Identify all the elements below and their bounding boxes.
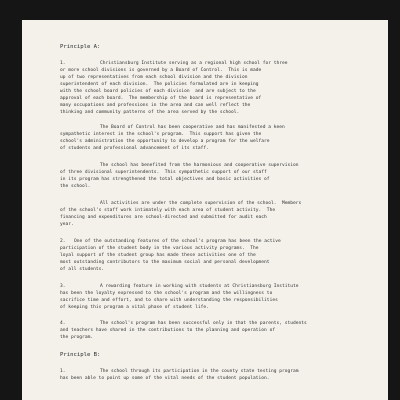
text-line: All activities are under the complete supervision of the school. Members [100, 201, 302, 206]
text-line: school's administration the opportunity to develop a program for the welfare [60, 139, 270, 144]
principle-b-heading: Principle B: [60, 352, 101, 358]
text-line: participation of the student body in the various activity programs. The [60, 246, 259, 251]
text-line: The school's program has been successful only in that the parents, students [100, 321, 307, 326]
text-line: of keeping this program a vital phase of student life. [60, 305, 209, 310]
text-line: with the school board policies of each division and are subject to the [60, 89, 256, 94]
principle-a-heading: Principle A: [60, 44, 101, 50]
text-line: up of two representatives from each school division and the division [60, 75, 248, 80]
text-line: many occupations and professions in the area and can well reflect the [60, 103, 251, 108]
text-line: approval of each board. The membership of the board is representative of [60, 96, 262, 101]
text-line: has been able to point up some of the vital needs of the student population. [60, 376, 270, 381]
text-line: The school has benefited from the harmonious and cooperative supervision [100, 163, 299, 168]
text-line: of all students. [60, 267, 105, 272]
text-line: has been the loyalty expressed to the school's program and the willingness to [60, 291, 273, 296]
text-line: financing and expenditures are school-directed and submitted for audit each [60, 215, 267, 220]
document-page [22, 20, 388, 400]
text-line: loyal support of the student group has made these activities one of the [60, 253, 256, 258]
item-number: 4. [60, 321, 66, 326]
item-number: 1. [60, 61, 66, 66]
text-line: of students and professional advancement of its staff. [60, 146, 209, 151]
text-line: thinking and community patterns of the area served by the school. [60, 110, 240, 115]
text-line: and teachers have shared in the contributions to the planning and operation of [60, 328, 276, 333]
text-line: the school. [60, 184, 91, 189]
text-line: The school through its participation in the county state testing program [100, 369, 299, 374]
text-line: Christiansburg Institute serving as a regional high school for three [100, 61, 288, 66]
text-line: superintendent of each division. The policies formulated are in keeping [60, 82, 259, 87]
item-number: 2. [60, 239, 66, 244]
text-line: sympathetic interest in the school's program. This support has given the [60, 132, 262, 137]
text-line: of three divisional superintendents. This sympathetic support of our staff [60, 170, 267, 175]
text-line: or more school divisions is governed by a Board of Control. This is made [60, 68, 262, 73]
text-line: sacrifice time and effort, and to share with understanding the responsibilities [60, 298, 278, 303]
item-number: 3. [60, 284, 66, 289]
text-line: A rewarding feature in working with students at Christiansburg Institute [100, 284, 299, 289]
text-line: The Board of Control has been cooperative and has manifested a keen [100, 125, 285, 130]
text-line: of the school's staff work intimately with each area of student activity. The [60, 208, 276, 213]
text-line: in its program has strengthened the total objectives and basic activities of [60, 177, 270, 182]
text-line: year. [60, 222, 74, 227]
text-line: the program. [60, 335, 94, 340]
text-line: most outstanding contributors to the maximum social and personal development [60, 260, 270, 265]
item-number: 1. [60, 369, 66, 374]
text-line: One of the outstanding features of the school's program has been the active [74, 239, 281, 244]
